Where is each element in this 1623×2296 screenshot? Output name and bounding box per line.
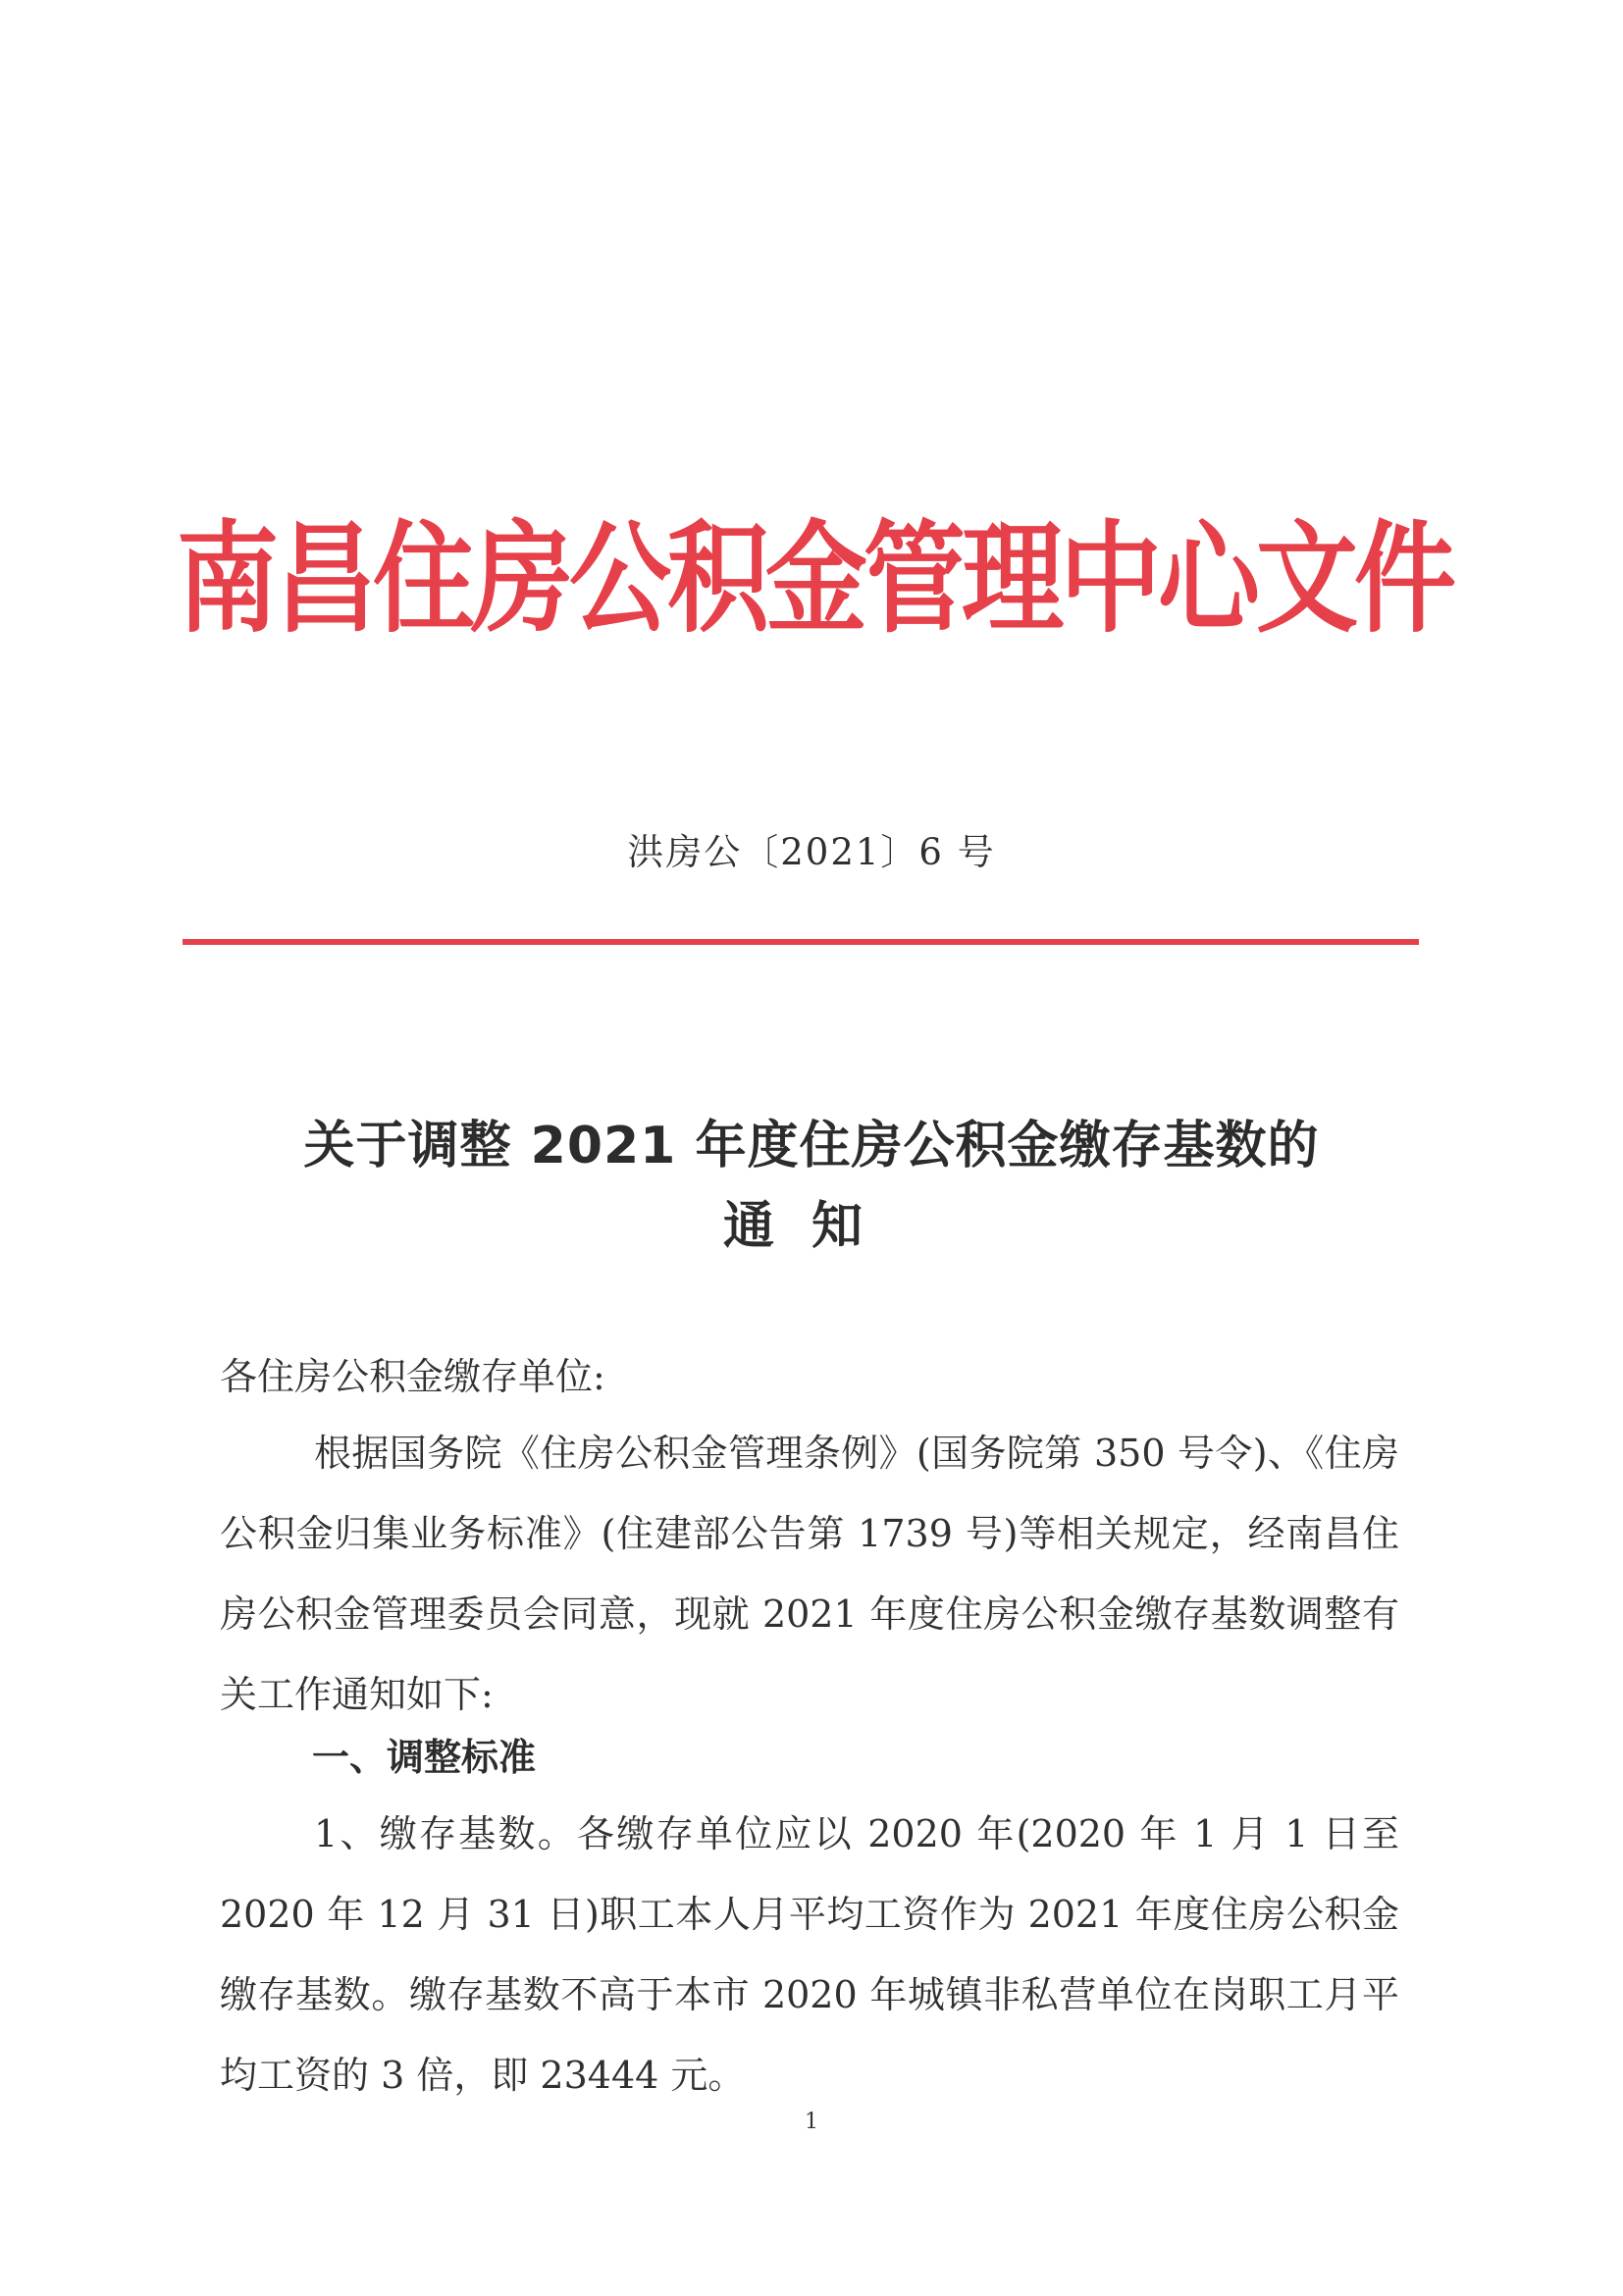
body-paragraph-2: 1、缴存基数。各缴存单位应以 2020 年(2020 年 1 月 1 日至 2020 年 12 月 31 日)职工本人月平均工资作为 2021 年度住房公积金缴存基数。缴存基数不高于本市 2020 年城镇非私营单位在岗职工月平均工资的 3 倍，即 23444 元。 xyxy=(220,1812,1399,2097)
title-line-1: 关于调整 2021 年度住房公积金缴存基数的 xyxy=(303,1117,1320,1175)
title-line-2: 通知 xyxy=(722,1197,900,1256)
salutation: 各住房公积金缴存单位: xyxy=(220,1355,605,1398)
section-heading-1: 一、调整标准 xyxy=(312,1736,537,1779)
red-divider-line xyxy=(183,939,1419,945)
body-paragraph-1: 根据国务院《住房公积金管理条例》(国务院第 350 号令)、《住房公积金归集业务标准》(住建部公告第 1739 号)等相关规定，经南昌住房公积金管理委员会同意，现就 2021 年度住房公积金缴存基数调整有关工作通知如下: xyxy=(220,1432,1399,1716)
document-masthead: 南昌住房公积金管理中心文件 xyxy=(177,508,1453,650)
page-number: 1 xyxy=(805,2110,818,2134)
document-number: 洪房公〔2021〕6 号 xyxy=(627,831,996,873)
